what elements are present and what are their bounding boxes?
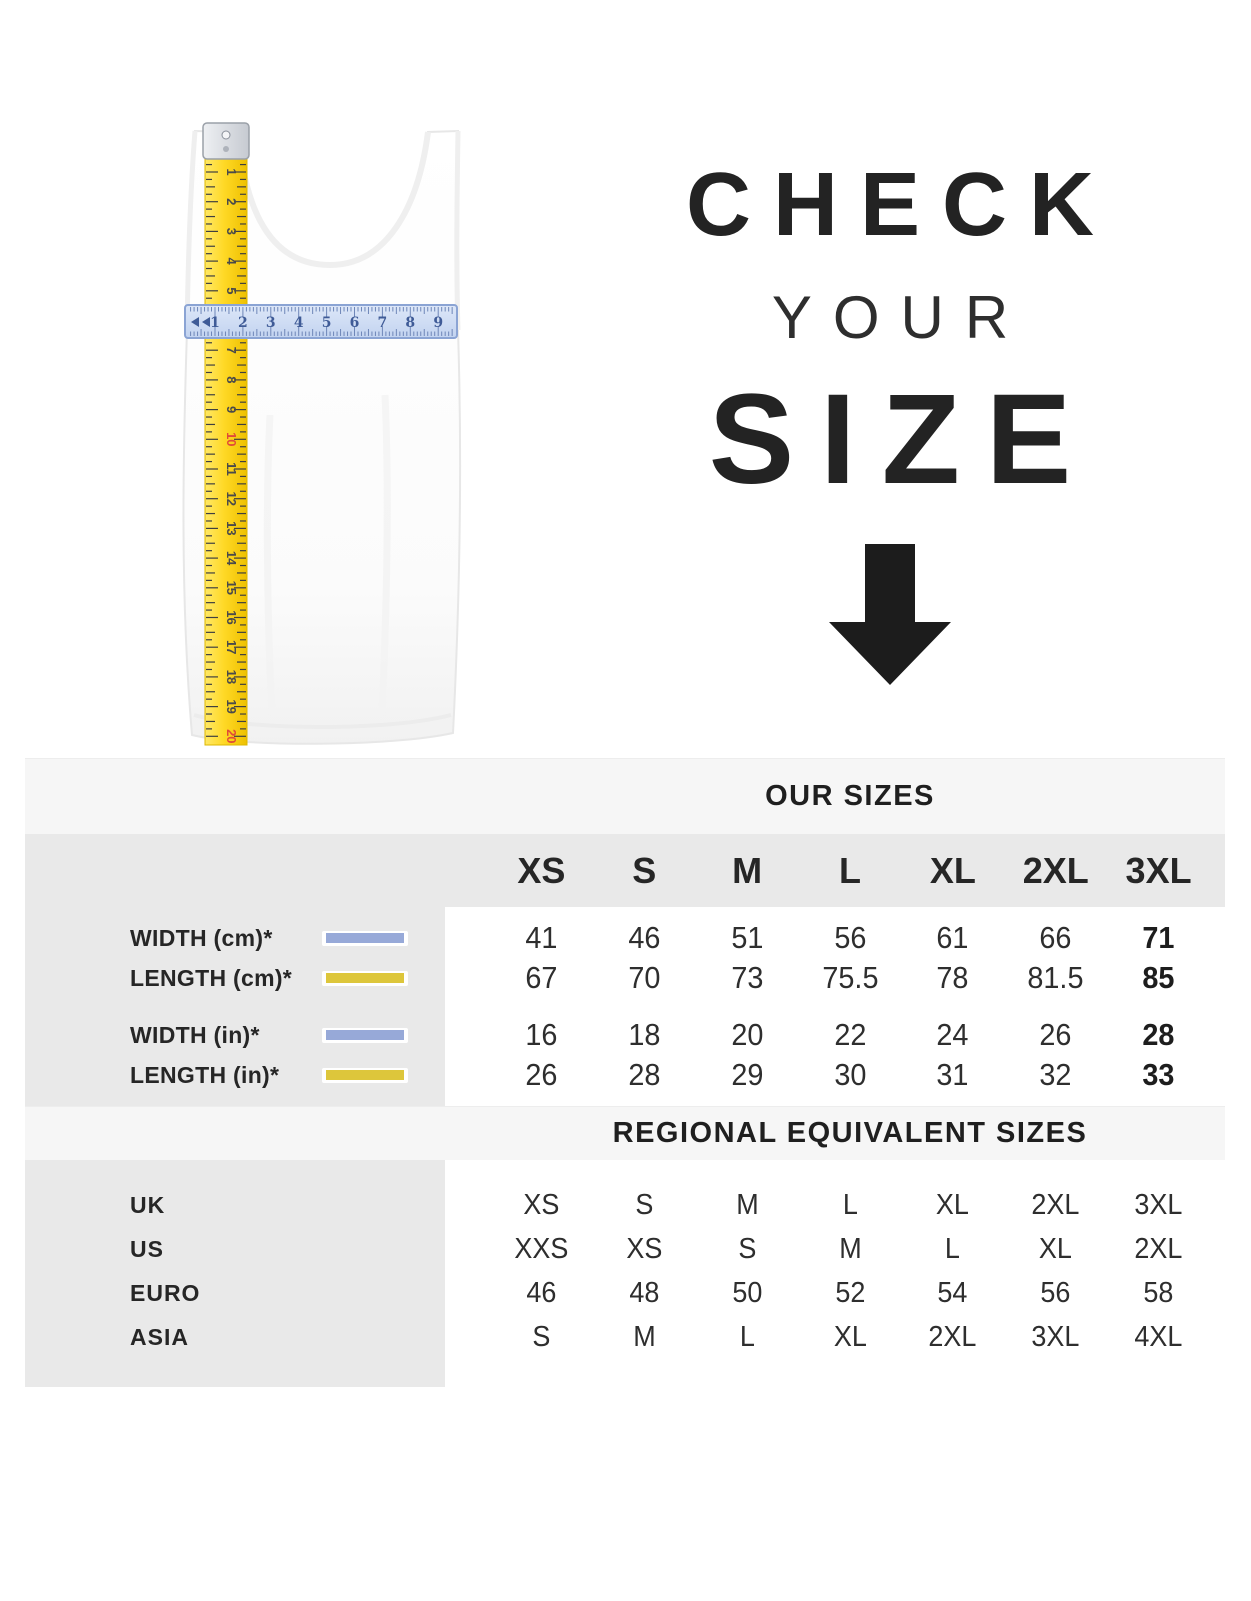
vertical-ruler-number: 5 bbox=[224, 287, 239, 295]
measure-value-cell: 28 bbox=[628, 1057, 661, 1092]
measure-label: WIDTH (cm)* bbox=[130, 924, 273, 951]
tank-top-figure bbox=[150, 115, 495, 755]
measure-value-cell: 31 bbox=[936, 1057, 969, 1092]
regional-value-cell: M bbox=[838, 1232, 862, 1265]
hero-section bbox=[0, 0, 1251, 758]
horizontal-ruler-number: 2 bbox=[238, 315, 248, 331]
vertical-ruler-number: 17 bbox=[224, 639, 239, 655]
vertical-tape-measure bbox=[203, 123, 249, 745]
size-column-header-2xl: 2XL bbox=[1022, 849, 1089, 891]
measure-value-cell: 41 bbox=[525, 920, 558, 955]
regional-label-row bbox=[130, 1271, 445, 1315]
regional-value-cell: L bbox=[739, 1320, 755, 1353]
vertical-ruler-number: 12 bbox=[224, 491, 239, 506]
measure-value-cell: 61 bbox=[936, 920, 969, 955]
measure-value-row bbox=[490, 918, 1210, 958]
blue-tape-swatch-bar bbox=[326, 933, 404, 943]
blue-tape-swatch bbox=[322, 1028, 408, 1043]
measure-value-cell: 32 bbox=[1039, 1057, 1072, 1092]
tank-top-image bbox=[150, 115, 495, 755]
vertical-ruler-number: 20 bbox=[224, 729, 239, 744]
size-column-header-3xl: 3XL bbox=[1125, 849, 1192, 891]
blue-tape-swatch-bar bbox=[326, 1030, 404, 1040]
regional-value-cell: M bbox=[735, 1188, 759, 1221]
measure-value-cell: 75.5 bbox=[821, 960, 879, 995]
vertical-ruler-number: 2 bbox=[224, 198, 239, 206]
size-column-header-xl: XL bbox=[929, 849, 976, 891]
regional-value-cell: S bbox=[532, 1320, 551, 1353]
measure-value-cell: 51 bbox=[731, 920, 764, 955]
headline-size: SIZE bbox=[708, 368, 1098, 511]
vertical-ruler-number: 18 bbox=[224, 669, 239, 685]
regional-label-asia: ASIA bbox=[130, 1323, 189, 1350]
measure-value-cell: 85 bbox=[1142, 960, 1175, 995]
measure-value-cell: 22 bbox=[833, 1017, 867, 1052]
regional-value-cell: XL bbox=[1039, 1232, 1073, 1265]
yellow-tape-swatch-bar bbox=[326, 973, 404, 983]
vertical-ruler-number: 8 bbox=[224, 376, 239, 384]
measure-label-row bbox=[130, 958, 445, 998]
measure-label-row bbox=[130, 1015, 445, 1055]
measure-value-cell: 56 bbox=[833, 920, 867, 955]
tape-metal-clip bbox=[203, 123, 249, 159]
measurements-section bbox=[25, 907, 1225, 1106]
horizontal-ruler-number: 3 bbox=[265, 315, 276, 331]
down-arrow-head bbox=[829, 622, 951, 685]
down-arrow-stem bbox=[865, 544, 915, 622]
regional-label-euro: EURO bbox=[130, 1279, 201, 1306]
our-sizes-title: OUR SIZES bbox=[765, 780, 935, 812]
regional-value-cell: 54 bbox=[937, 1276, 968, 1309]
regional-value-cell: 2XL bbox=[928, 1320, 977, 1353]
measure-value-cell: 18 bbox=[628, 1017, 661, 1052]
regional-value-cell: 3XL bbox=[1031, 1320, 1080, 1353]
regional-value-cell: M bbox=[633, 1320, 656, 1353]
yellow-tape-swatch-bar bbox=[326, 1070, 404, 1080]
vertical-ruler-number: 9 bbox=[224, 405, 239, 414]
vertical-ruler-number: 3 bbox=[224, 227, 239, 236]
headline-your: YOUR bbox=[771, 284, 1030, 351]
horizontal-ruler-number: 5 bbox=[321, 315, 332, 331]
measure-value-cell: 78 bbox=[936, 960, 969, 995]
regional-value-cell: 3XL bbox=[1134, 1188, 1183, 1221]
size-chart-table bbox=[25, 758, 1225, 1387]
measure-value-cell: 30 bbox=[833, 1057, 867, 1092]
blue-tape-swatch bbox=[322, 931, 408, 946]
regional-value-cell: XS bbox=[523, 1188, 560, 1221]
regional-label-row bbox=[130, 1227, 445, 1271]
regional-section bbox=[25, 1160, 1225, 1387]
measure-label: LENGTH (in)* bbox=[130, 1061, 280, 1088]
regional-header-band bbox=[25, 1106, 1225, 1160]
regional-value-row bbox=[490, 1271, 1210, 1315]
measure-value-cell: 81.5 bbox=[1027, 960, 1084, 995]
vertical-ruler-number: 13 bbox=[224, 521, 239, 536]
size-column-header-m: M bbox=[732, 849, 763, 891]
regional-label-us: US bbox=[130, 1235, 164, 1262]
regional-value-cell: 4XL bbox=[1134, 1320, 1183, 1353]
horizontal-ruler-number: 7 bbox=[377, 315, 388, 331]
regional-label-uk: UK bbox=[130, 1191, 166, 1218]
horizontal-ruler-number: 1 bbox=[210, 315, 220, 331]
measure-value-cell: 67 bbox=[525, 960, 558, 995]
regional-value-cell: 58 bbox=[1143, 1276, 1174, 1309]
vertical-ruler-number: 7 bbox=[224, 346, 239, 354]
measure-value-row bbox=[490, 958, 1210, 998]
regional-value-cell: L bbox=[842, 1188, 858, 1221]
horizontal-ruler-number: 9 bbox=[433, 315, 444, 331]
regional-value-cell: XS bbox=[626, 1232, 663, 1265]
measure-label: LENGTH (cm)* bbox=[130, 964, 293, 991]
horizontal-ruler-number: 4 bbox=[293, 315, 304, 331]
size-column-header-s: S bbox=[632, 849, 657, 891]
headline-check: CHECK bbox=[685, 155, 1116, 255]
measure-value-cell: 24 bbox=[936, 1017, 969, 1052]
regional-label-row bbox=[130, 1315, 445, 1359]
size-columns-header-row bbox=[25, 834, 1225, 907]
regional-value-cell: 46 bbox=[526, 1276, 557, 1309]
regional-value-cell: S bbox=[635, 1188, 654, 1221]
measure-value-cell: 46 bbox=[628, 920, 661, 955]
vertical-ruler-number: 16 bbox=[224, 610, 239, 625]
regional-value-cell: XL bbox=[936, 1188, 970, 1221]
measure-value-cell: 26 bbox=[1039, 1017, 1072, 1052]
horizontal-ruler-number: 8 bbox=[405, 315, 416, 331]
regional-value-cell: S bbox=[738, 1232, 757, 1265]
regional-value-cell: 52 bbox=[834, 1276, 865, 1309]
vertical-ruler-number: 19 bbox=[224, 699, 239, 714]
measure-value-cell: 71 bbox=[1142, 920, 1175, 955]
measure-label-row bbox=[130, 918, 445, 958]
measure-value-cell: 70 bbox=[628, 960, 661, 995]
vertical-ruler-number: 15 bbox=[224, 580, 239, 596]
measure-value-cell: 26 bbox=[525, 1057, 558, 1092]
measure-value-row bbox=[490, 1055, 1210, 1095]
measure-value-cell: 66 bbox=[1039, 920, 1072, 955]
measurement-values-panel bbox=[445, 907, 1225, 1106]
vertical-ruler-number: 11 bbox=[224, 462, 239, 476]
regional-value-cell: 56 bbox=[1040, 1276, 1071, 1309]
our-sizes-header-band bbox=[25, 758, 1225, 834]
regional-value-cell: 2XL bbox=[1031, 1188, 1080, 1221]
measure-value-cell: 16 bbox=[525, 1017, 558, 1052]
regional-title: REGIONAL EQUIVALENT SIZES bbox=[612, 1117, 1088, 1149]
vertical-ruler-number: 14 bbox=[224, 550, 239, 566]
vertical-ruler-number: 1 bbox=[224, 168, 239, 176]
regional-value-row bbox=[490, 1227, 1210, 1271]
measure-value-row bbox=[490, 1015, 1210, 1055]
yellow-tape-swatch bbox=[322, 1068, 408, 1083]
regional-value-cell: 48 bbox=[629, 1276, 660, 1309]
horizontal-ruler-number: 6 bbox=[349, 315, 360, 331]
headline bbox=[640, 155, 1140, 685]
regional-labels-column bbox=[25, 1160, 445, 1387]
regional-value-cell: L bbox=[945, 1232, 961, 1265]
down-arrow-icon bbox=[640, 544, 1140, 685]
size-column-header-l: L bbox=[838, 849, 861, 891]
regional-value-cell: 50 bbox=[732, 1276, 763, 1309]
measure-value-cell: 73 bbox=[731, 960, 764, 995]
measure-label-row bbox=[130, 1055, 445, 1095]
horizontal-ruler bbox=[185, 305, 457, 338]
regional-value-cell: XL bbox=[833, 1320, 867, 1353]
regional-value-cell: XXS bbox=[514, 1232, 569, 1265]
measure-value-cell: 20 bbox=[731, 1017, 764, 1052]
measurement-labels-column bbox=[25, 907, 445, 1106]
vertical-ruler-number: 4 bbox=[224, 257, 239, 265]
size-column-header-xs: XS bbox=[517, 849, 566, 891]
regional-value-row bbox=[490, 1315, 1210, 1359]
regional-value-row bbox=[490, 1183, 1210, 1227]
regional-label-row bbox=[130, 1183, 445, 1227]
regional-values-panel bbox=[445, 1160, 1225, 1387]
yellow-tape-swatch bbox=[322, 971, 408, 986]
vertical-ruler-number: 10 bbox=[224, 432, 239, 447]
measure-value-cell: 33 bbox=[1142, 1057, 1175, 1092]
measure-label: WIDTH (in)* bbox=[130, 1021, 260, 1048]
measure-value-cell: 29 bbox=[731, 1057, 764, 1092]
measure-value-cell: 28 bbox=[1142, 1017, 1175, 1052]
regional-value-cell: 2XL bbox=[1134, 1232, 1183, 1265]
